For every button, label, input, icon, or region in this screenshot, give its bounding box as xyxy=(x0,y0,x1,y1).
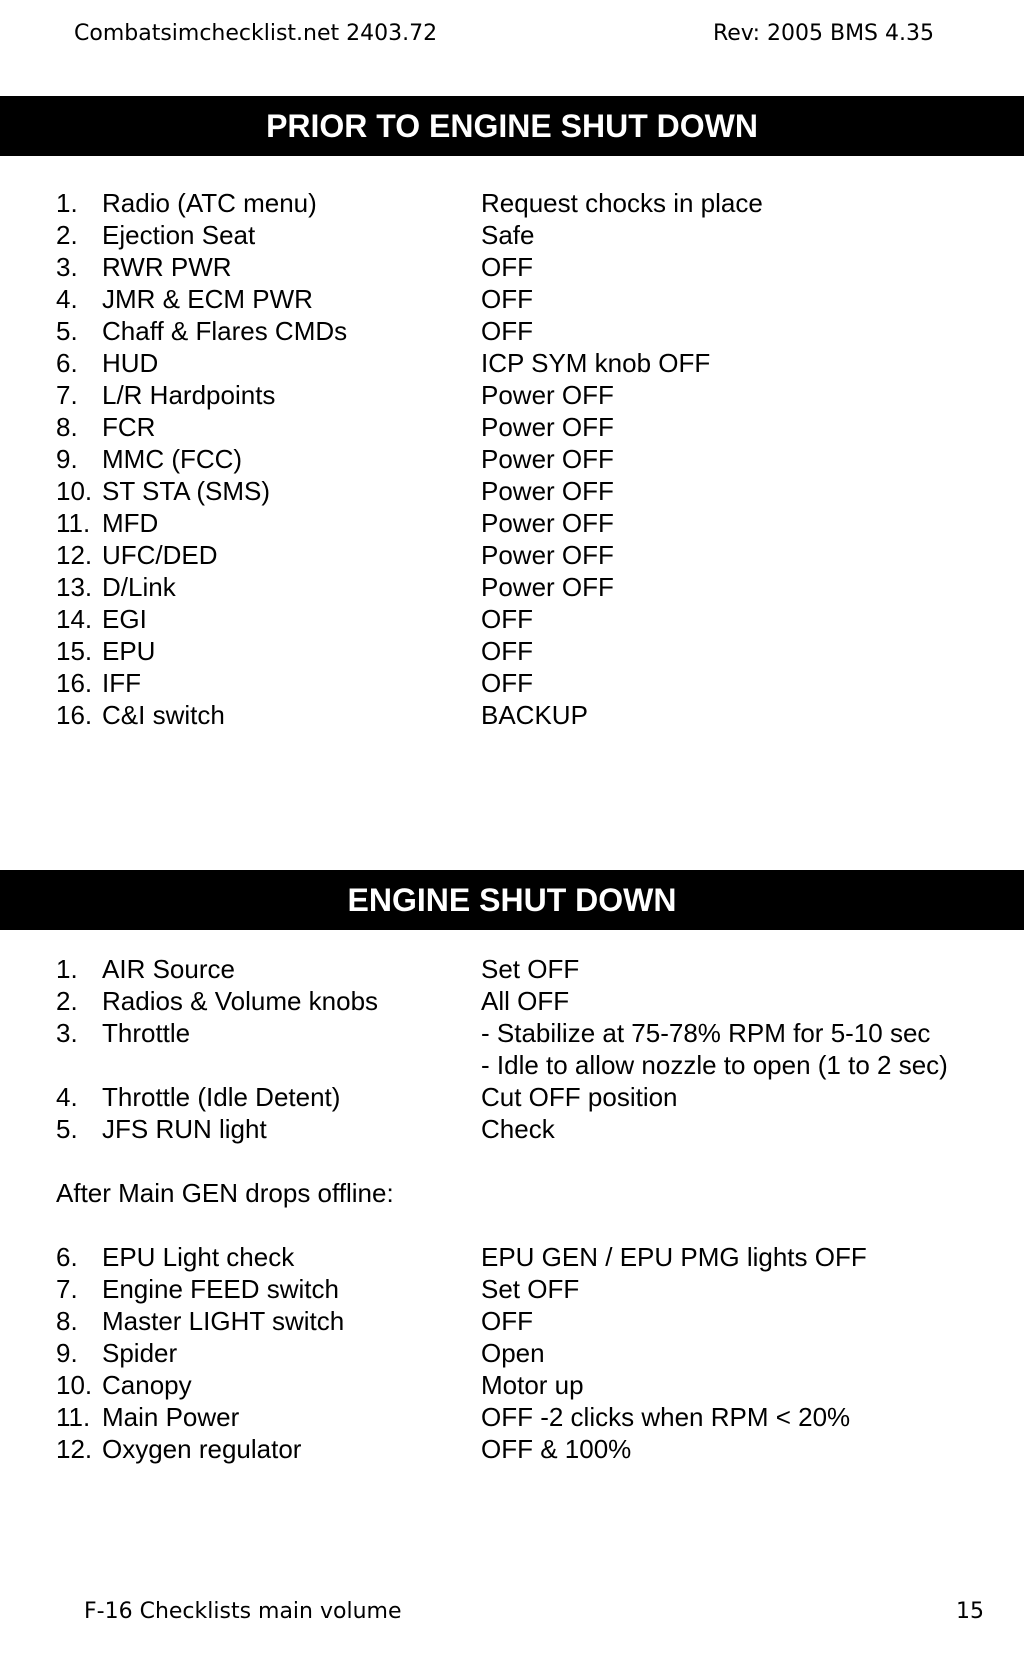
step-action: - Stabilize at 75-78% RPM for 5-10 sec xyxy=(481,1018,931,1048)
step-number: 8. xyxy=(56,1306,78,1336)
step-number: 3. xyxy=(56,1018,78,1048)
step-number: 13. xyxy=(56,572,93,602)
spacer xyxy=(56,1145,986,1177)
checklist-row xyxy=(56,1241,986,1273)
checklist-row xyxy=(56,347,986,379)
checklist-row xyxy=(56,283,986,315)
step-number: 11. xyxy=(56,508,91,538)
step-action: OFF & 100% xyxy=(481,1434,632,1464)
step-number: 5. xyxy=(56,1114,78,1144)
step-number: 11. xyxy=(56,1402,91,1432)
step-action: OFF xyxy=(481,668,533,698)
step-number: 7. xyxy=(56,380,78,410)
step-item: MMC (FCC) xyxy=(102,444,243,474)
checklist-row xyxy=(56,953,986,985)
step-item: Chaff & Flares CMDs xyxy=(102,316,348,346)
spacer xyxy=(56,1209,986,1241)
step-number: 3. xyxy=(56,252,78,282)
step-item: Radio (ATC menu) xyxy=(102,188,317,218)
step-number: 9. xyxy=(56,444,78,474)
step-action-continued: - Idle to allow nozzle to open (1 to 2 sec) xyxy=(481,1050,948,1080)
checklist-row xyxy=(56,219,986,251)
checklist-row xyxy=(56,699,986,731)
checklist-row xyxy=(56,985,986,1017)
step-number: 10. xyxy=(56,1370,93,1400)
step-item: Oxygen regulator xyxy=(102,1434,302,1464)
checklist-row xyxy=(56,539,986,571)
step-item: MFD xyxy=(102,508,159,538)
step-number: 15. xyxy=(56,636,93,666)
checklist-row xyxy=(56,443,986,475)
step-action: Set OFF xyxy=(481,954,580,984)
step-action: Set OFF xyxy=(481,1274,580,1304)
step-item: Spider xyxy=(102,1338,178,1368)
step-action: ICP SYM knob OFF xyxy=(481,348,711,378)
step-item: EPU Light check xyxy=(102,1242,295,1272)
step-number: 16. xyxy=(56,668,93,698)
step-number: 2. xyxy=(56,986,78,1016)
step-number: 4. xyxy=(56,1082,78,1112)
step-item: EPU xyxy=(102,636,156,666)
step-action: OFF xyxy=(481,604,533,634)
section-title-prior-to-shutdown: PRIOR TO ENGINE SHUT DOWN xyxy=(0,96,1024,156)
header-source: Combatsimchecklist.net 2403.72 xyxy=(74,21,438,46)
step-item: FCR xyxy=(102,412,156,442)
checklist-row xyxy=(56,379,986,411)
step-action: Power OFF xyxy=(481,508,614,538)
step-number: 6. xyxy=(56,348,78,378)
step-item: HUD xyxy=(102,348,159,378)
checklist-row xyxy=(56,1017,986,1081)
step-action: Motor up xyxy=(481,1370,584,1400)
step-action: OFF xyxy=(481,284,533,314)
step-number: 16. xyxy=(56,700,93,730)
section-note: After Main GEN drops offline: xyxy=(56,1178,394,1208)
step-action: Power OFF xyxy=(481,412,614,442)
step-item: C&I switch xyxy=(102,700,225,730)
checklist-row xyxy=(56,667,986,699)
checklist-row xyxy=(56,1081,986,1113)
step-number: 4. xyxy=(56,284,78,314)
step-action: BACKUP xyxy=(481,700,588,730)
checklist-row xyxy=(56,187,986,219)
page-number: 15 xyxy=(956,1599,984,1624)
footer-volume-title: F-16 Checklists main volume xyxy=(84,1599,402,1624)
step-number: 2. xyxy=(56,220,78,250)
step-action: OFF xyxy=(481,636,533,666)
step-number: 12. xyxy=(56,1434,93,1464)
step-item: Throttle xyxy=(102,1018,191,1048)
step-action: Power OFF xyxy=(481,444,614,474)
section-title-engine-shutdown: ENGINE SHUT DOWN xyxy=(0,870,1024,930)
step-action: OFF xyxy=(481,316,533,346)
step-item: Master LIGHT switch xyxy=(102,1306,345,1336)
step-action: Power OFF xyxy=(481,540,614,570)
checklist-row xyxy=(56,603,986,635)
step-number: 6. xyxy=(56,1242,78,1272)
step-action: Check xyxy=(481,1114,555,1144)
step-number: 12. xyxy=(56,540,93,570)
step-action: All OFF xyxy=(481,986,570,1016)
step-item: ST STA (SMS) xyxy=(102,476,271,506)
header-revision: Rev: 2005 BMS 4.35 xyxy=(712,21,934,46)
step-item: RWR PWR xyxy=(102,252,232,282)
step-action: Cut OFF position xyxy=(481,1082,678,1112)
step-item: Ejection Seat xyxy=(102,220,256,250)
step-action: OFF xyxy=(481,1306,533,1336)
step-item: D/Link xyxy=(102,572,176,602)
checklist-row xyxy=(56,1305,986,1337)
step-item: Throttle (Idle Detent) xyxy=(102,1082,341,1112)
step-action: Power OFF xyxy=(481,476,614,506)
checklist-row xyxy=(56,507,986,539)
step-item: Engine FEED switch xyxy=(102,1274,339,1304)
checklist-row xyxy=(56,1433,986,1465)
step-number: 7. xyxy=(56,1274,78,1304)
step-item: IFF xyxy=(102,668,141,698)
step-item: Radios & Volume knobs xyxy=(102,986,379,1016)
checklist-prior-to-shutdown xyxy=(56,187,986,731)
step-action: Power OFF xyxy=(481,380,614,410)
checklist-row xyxy=(56,571,986,603)
step-action: Open xyxy=(481,1338,545,1368)
step-number: 14. xyxy=(56,604,93,634)
checklist-row xyxy=(56,411,986,443)
checklist-row xyxy=(56,315,986,347)
checklist-engine-shutdown xyxy=(56,953,986,1465)
step-item: AIR Source xyxy=(102,954,235,984)
checklist-row xyxy=(56,1337,986,1369)
step-number: 1. xyxy=(56,188,78,218)
step-item: JFS RUN light xyxy=(102,1114,267,1144)
step-action: Safe xyxy=(481,220,535,250)
checklist-row xyxy=(56,251,986,283)
step-action: EPU GEN / EPU PMG lights OFF xyxy=(481,1242,867,1272)
step-action: OFF -2 clicks when RPM < 20% xyxy=(481,1402,851,1432)
step-number: 1. xyxy=(56,954,78,984)
step-item: JMR & ECM PWR xyxy=(102,284,313,314)
step-number: 10. xyxy=(56,476,93,506)
step-item: UFC/DED xyxy=(102,540,218,570)
step-action: OFF xyxy=(481,252,533,282)
step-number: 8. xyxy=(56,412,78,442)
step-action: Power OFF xyxy=(481,572,614,602)
step-item: EGI xyxy=(102,604,147,634)
step-item: Canopy xyxy=(102,1370,192,1400)
step-item: L/R Hardpoints xyxy=(102,380,276,410)
step-number: 5. xyxy=(56,316,78,346)
checklist-row xyxy=(56,1369,986,1401)
checklist-row xyxy=(56,475,986,507)
step-number: 9. xyxy=(56,1338,78,1368)
step-item: Main Power xyxy=(102,1402,240,1432)
checklist-row xyxy=(56,1401,986,1433)
checklist-row xyxy=(56,635,986,667)
checklist-row xyxy=(56,1113,986,1145)
checklist-row xyxy=(56,1273,986,1305)
step-action: Request chocks in place xyxy=(481,188,763,218)
